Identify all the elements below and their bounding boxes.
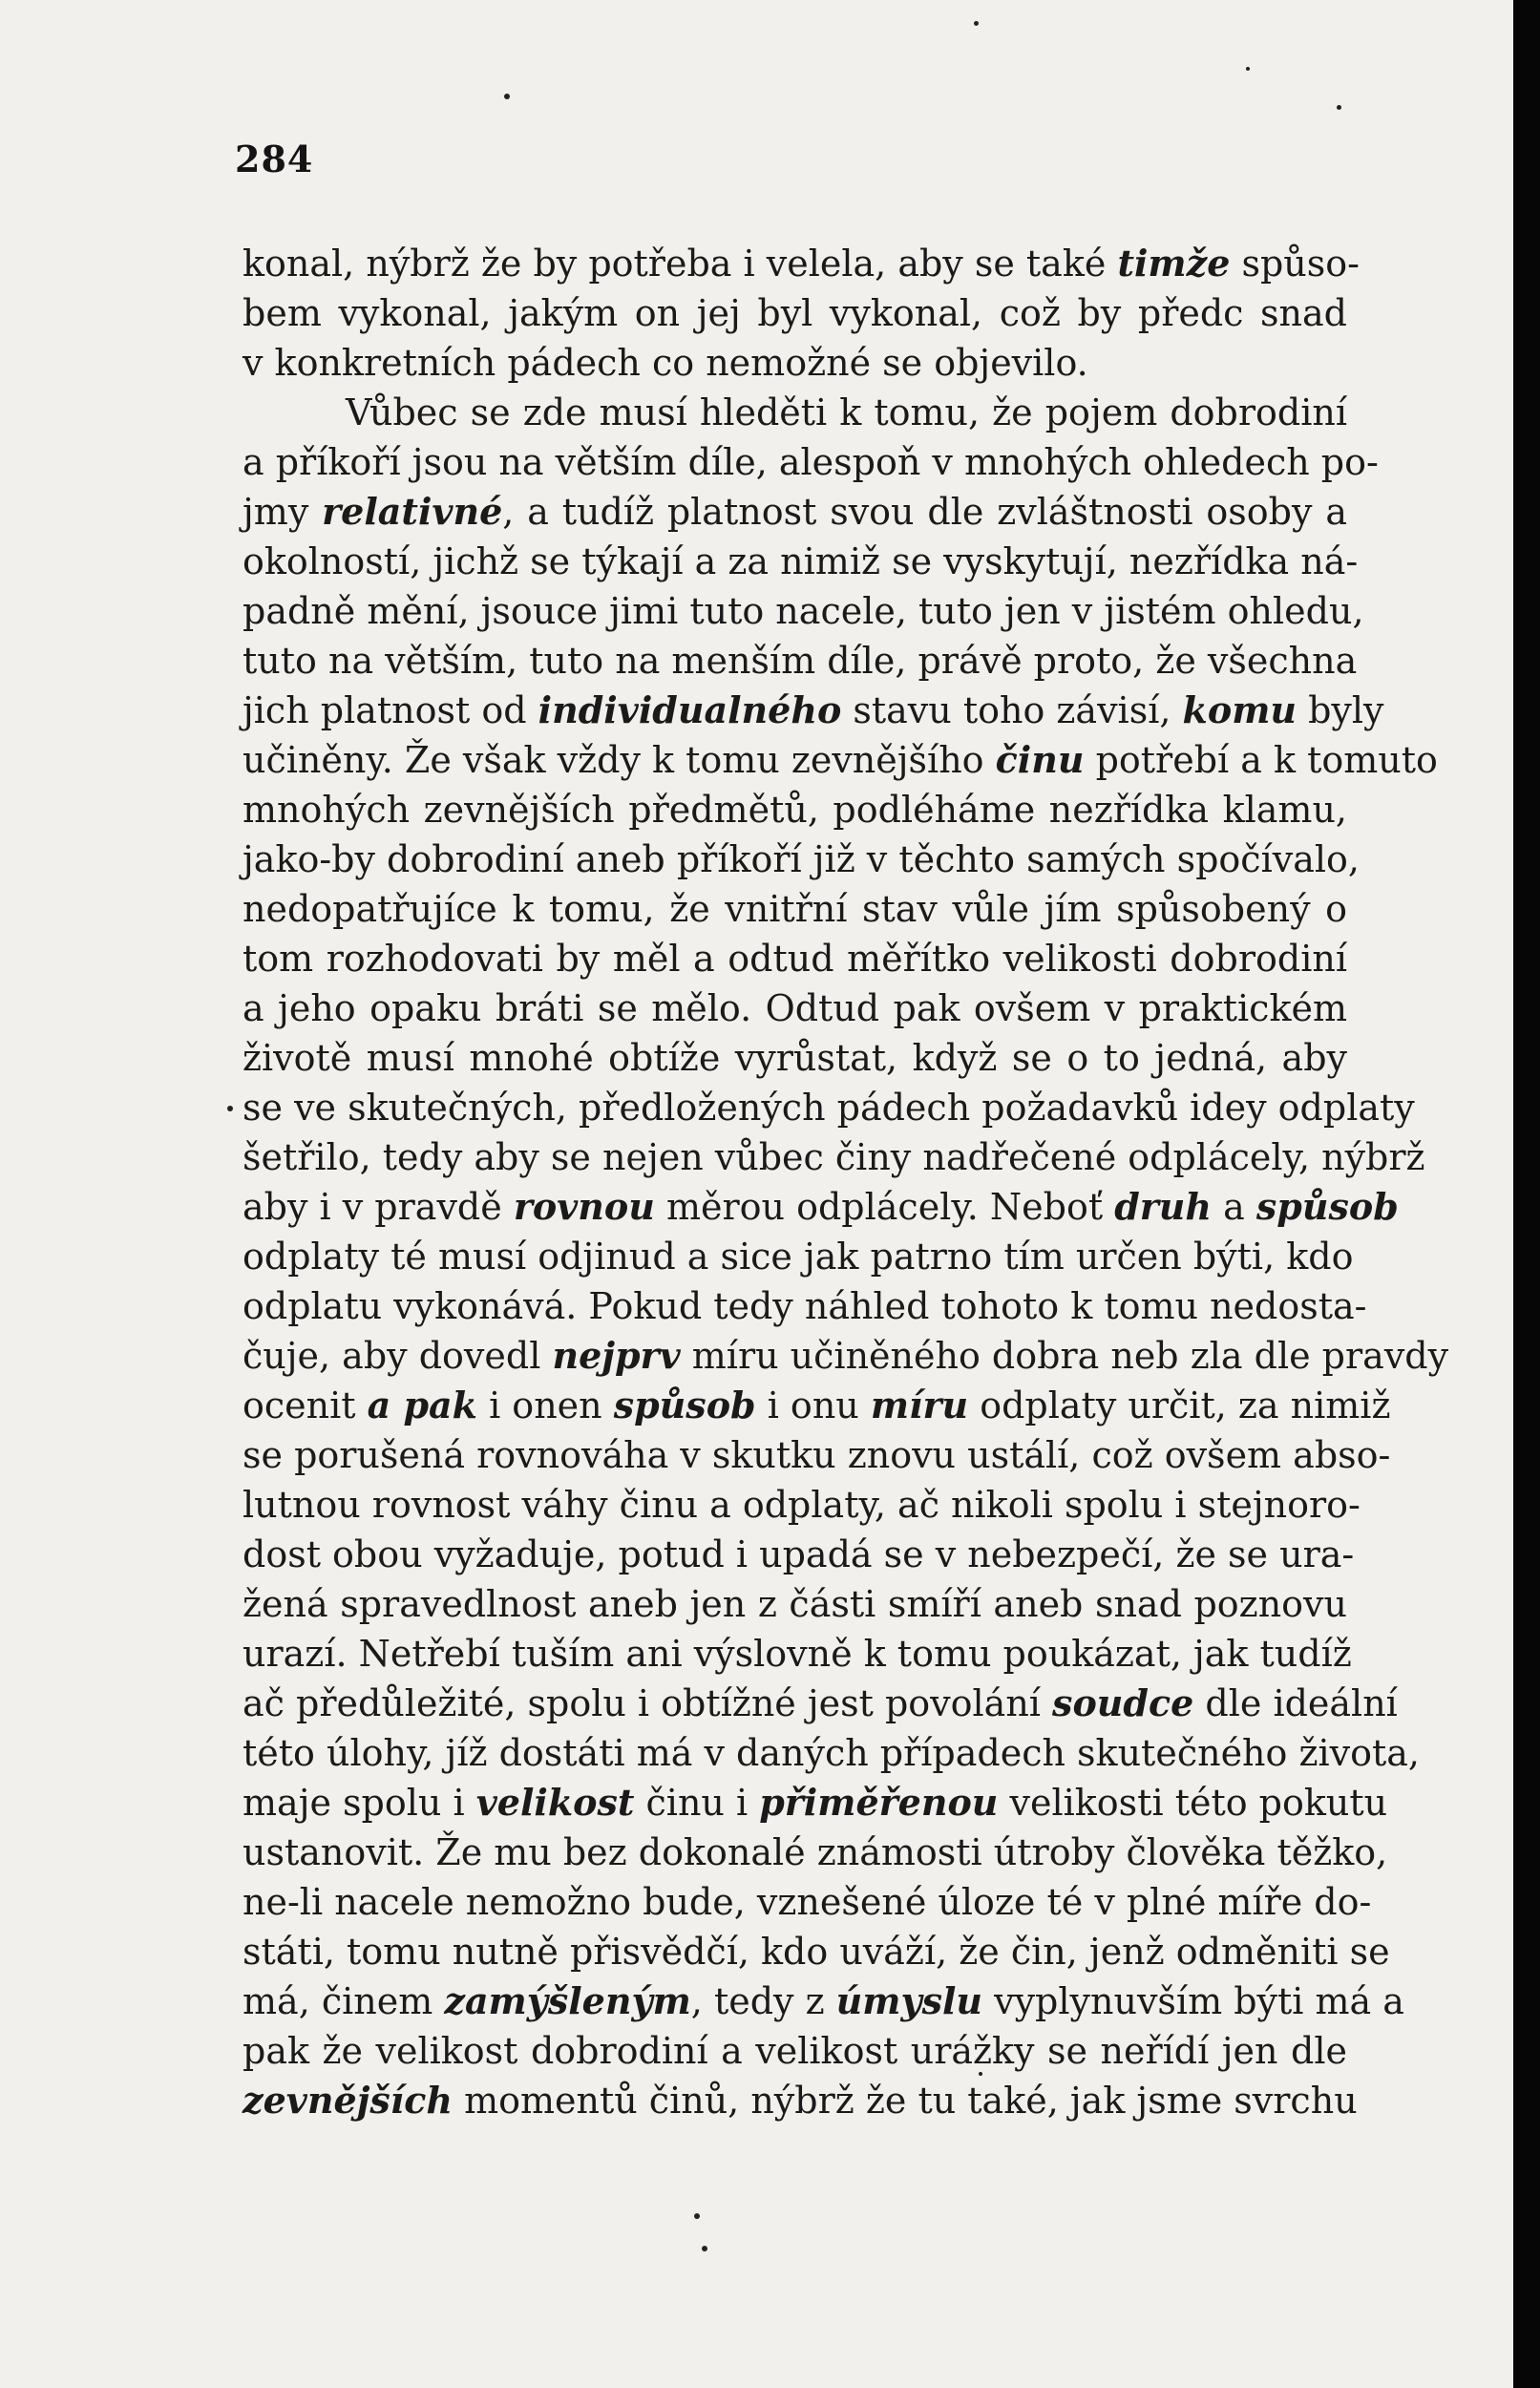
text-line bbox=[243, 586, 1364, 636]
text-run: , a tudíž platnost svou dle zvláštnosti osoby a bbox=[502, 491, 1347, 533]
text-line bbox=[243, 338, 1347, 388]
text-line bbox=[243, 884, 1347, 934]
text-run: této úlohy, jíž dostáti má v daných případech skutečného života, bbox=[243, 1732, 1421, 1774]
text-line bbox=[243, 1679, 1398, 1728]
text-line bbox=[243, 1281, 1367, 1331]
text-line bbox=[243, 537, 1359, 586]
emphasized-text: míru bbox=[870, 1384, 969, 1426]
text-line bbox=[243, 2026, 1347, 2076]
emphasized-text: přiměřenou bbox=[759, 1781, 999, 1824]
text-line bbox=[243, 1430, 1391, 1480]
text-run: šetřilo, tedy aby se nejen vůbec činy nadřečené odplácely, nýbrž bbox=[243, 1136, 1425, 1178]
text-run: jmy bbox=[243, 491, 323, 533]
text-run: jich platnost od bbox=[243, 689, 538, 731]
text-line bbox=[243, 1629, 1352, 1679]
text-run: činu i bbox=[634, 1782, 760, 1824]
text-line bbox=[243, 1728, 1421, 1778]
text-run: odplaty té musí odjinud a sice jak patrno tím určen býti, kdo bbox=[243, 1236, 1354, 1278]
text-run: žená spravedlnost aneb jen z části smíří aneb snad poznovu bbox=[243, 1583, 1347, 1625]
emphasized-text: zamýšleným bbox=[444, 1979, 691, 2022]
scan-speck bbox=[979, 2072, 982, 2076]
text-run: ustanovit. Že mu bez dokonalé známosti útroby člověka těžko, bbox=[243, 1831, 1388, 1873]
text-line bbox=[243, 487, 1347, 537]
text-line bbox=[243, 1182, 1399, 1232]
emphasized-text: zevnějších bbox=[243, 2079, 453, 2122]
text-run: dle ideální bbox=[1193, 1682, 1398, 1724]
scan-speck bbox=[702, 2246, 707, 2251]
text-line bbox=[243, 1132, 1425, 1182]
text-line bbox=[243, 1480, 1361, 1530]
text-run: lutnou rovnost váhy činu a odplaty, ač nikoli spolu i stejnoro- bbox=[243, 1484, 1361, 1526]
text-run: tom rozhodovati by měl a odtud měřítko velikosti dobrodiní bbox=[243, 938, 1347, 980]
text-run: ne-li nacele nemožno bude, vznešené úloze té v plné míře do- bbox=[243, 1881, 1372, 1923]
text-run: mnohých zevnějších předmětů, podléháme nezřídka klamu, bbox=[243, 789, 1347, 831]
text-run: míru učiněného dobra neb zla dle pravdy bbox=[680, 1335, 1449, 1377]
text-run: stavu toho závisí, bbox=[841, 689, 1183, 731]
text-line bbox=[243, 1232, 1354, 1281]
text-run: v konkretních pádech co nemožné se objevilo. bbox=[243, 342, 1088, 384]
page-number: 284 bbox=[235, 137, 314, 180]
text-line bbox=[243, 1381, 1391, 1430]
text-run: životě musí mnohé obtíže vyrůstat, když se o to jedná, aby bbox=[243, 1037, 1347, 1079]
text-run: a příkoří jsou na větším díle, alespoň v mnohých ohledech po- bbox=[243, 441, 1379, 483]
text-line bbox=[243, 1579, 1347, 1629]
text-run: padně mění, jsouce jimi tuto nacele, tuto jen v jistém ohledu, bbox=[243, 590, 1364, 632]
emphasized-text: rovnou bbox=[513, 1185, 655, 1228]
text-run: , tedy z bbox=[690, 1980, 836, 2022]
emphasized-text: komu bbox=[1182, 688, 1297, 731]
text-line bbox=[243, 1083, 1415, 1132]
text-line bbox=[243, 388, 1347, 437]
text-run: i onen bbox=[477, 1384, 614, 1426]
text-run: i onu bbox=[755, 1384, 871, 1426]
text-line bbox=[243, 785, 1347, 835]
text-line bbox=[243, 835, 1360, 884]
scan-speck bbox=[694, 2213, 700, 2219]
text-run: ocenit bbox=[243, 1384, 368, 1426]
emphasized-text: velikost bbox=[475, 1781, 635, 1824]
text-line bbox=[243, 934, 1347, 983]
text-run: odplaty určit, za nimiž bbox=[968, 1384, 1391, 1426]
emphasized-text: činu bbox=[995, 738, 1085, 781]
emphasized-text: a pak bbox=[367, 1384, 477, 1426]
text-run: ač předůležité, spolu i obtížné jest povolání bbox=[243, 1682, 1053, 1724]
emphasized-text: druh bbox=[1114, 1185, 1213, 1228]
text-run: Vůbec se zde musí hleděti k tomu, že pojem dobrodiní bbox=[346, 391, 1347, 433]
text-run: učiněny. Že však vždy k tomu zevnějšího bbox=[243, 739, 996, 781]
emphasized-text: soudce bbox=[1052, 1681, 1194, 1724]
text-line bbox=[243, 735, 1438, 785]
text-run: má, činem bbox=[243, 1980, 445, 2022]
text-run: okolností, jichž se týkají a za nimiž se vyskytují, nezřídka ná- bbox=[243, 540, 1359, 582]
text-line bbox=[243, 2076, 1358, 2125]
text-line bbox=[243, 686, 1384, 735]
emphasized-text: úmyslu bbox=[835, 1979, 983, 2022]
text-run: státi, tomu nutně přisvědčí, kdo uváží, že čin, jenž odměniti se bbox=[243, 1931, 1390, 1973]
scan-speck bbox=[1337, 105, 1341, 110]
text-line bbox=[243, 636, 1358, 686]
text-line bbox=[243, 1033, 1347, 1083]
text-run: velikosti této pokutu bbox=[998, 1782, 1388, 1824]
text-run: urazí. Netřebí tuším ani výslovně k tomu poukázat, jak tudíž bbox=[243, 1633, 1352, 1675]
text-run: měrou odplácely. Neboť bbox=[654, 1186, 1115, 1228]
emphasized-text: timže bbox=[1117, 242, 1231, 285]
text-run: vyplynuvším býti má a bbox=[982, 1980, 1404, 2022]
text-run: potřebí a k tomuto bbox=[1084, 739, 1438, 781]
emphasized-text: relativné bbox=[322, 490, 503, 533]
text-run: nedopatřujíce k tomu, že vnitřní stav vůle jím spůsobený o bbox=[243, 888, 1347, 930]
text-line bbox=[243, 437, 1379, 487]
text-run: odplatu vykonává. Pokud tedy náhled tohoto k tomu nedosta- bbox=[243, 1285, 1367, 1327]
text-run: bem vykonal, jakým on jej byl vykonal, což by předc snad bbox=[243, 292, 1347, 334]
text-run: čuje, aby dovedl bbox=[243, 1335, 553, 1377]
text-line bbox=[243, 1530, 1355, 1579]
emphasized-text: spůsob bbox=[1255, 1185, 1399, 1228]
text-run: tuto na větším, tuto na menším díle, právě proto, že všechna bbox=[243, 640, 1358, 682]
emphasized-text: individualného bbox=[538, 688, 842, 731]
text-run: momentů činů, nýbrž že tu také, jak jsme svrchu bbox=[452, 2080, 1358, 2122]
text-line bbox=[243, 1778, 1388, 1828]
text-line bbox=[243, 983, 1347, 1033]
scan-speck bbox=[504, 94, 510, 99]
text-run: konal, nýbrž že by potřeba i velela, aby se také bbox=[243, 243, 1118, 285]
text-line bbox=[243, 1877, 1372, 1927]
text-run: maje spolu i bbox=[243, 1782, 476, 1824]
text-line bbox=[243, 1828, 1388, 1877]
text-run: a jeho opaku bráti se mělo. Odtud pak ovšem v praktickém bbox=[243, 987, 1347, 1029]
text-run: jako-by dobrodiní aneb příkoří již v těchto samých spočívalo, bbox=[243, 838, 1360, 880]
text-line bbox=[243, 1976, 1404, 2026]
emphasized-text: spůsob bbox=[613, 1384, 756, 1426]
scan-speck bbox=[227, 1106, 233, 1111]
text-run: dost obou vyžaduje, potud i upadá se v nebezpečí, že se ura- bbox=[243, 1533, 1355, 1575]
text-run: spůso- bbox=[1230, 243, 1360, 285]
scan-border bbox=[1513, 0, 1540, 2388]
text-run: byly bbox=[1297, 689, 1384, 731]
text-line bbox=[243, 1927, 1390, 1976]
text-run: se ve skutečných, předložených pádech požadavků idey odplaty bbox=[243, 1087, 1415, 1129]
text-run: a bbox=[1212, 1186, 1256, 1228]
body-text bbox=[243, 239, 1449, 2125]
text-line bbox=[243, 239, 1360, 288]
text-run: pak že velikost dobrodiní a velikost urážky se neřídí jen dle bbox=[243, 2030, 1347, 2072]
emphasized-text: nejprv bbox=[552, 1334, 681, 1377]
text-line bbox=[243, 1331, 1449, 1381]
text-run: se porušená rovnováha v skutku znovu ustálí, což ovšem abso- bbox=[243, 1434, 1391, 1476]
text-line bbox=[243, 288, 1347, 338]
text-run: aby i v pravdě bbox=[243, 1186, 514, 1228]
scan-speck bbox=[974, 21, 979, 26]
scan-speck bbox=[1246, 67, 1250, 71]
